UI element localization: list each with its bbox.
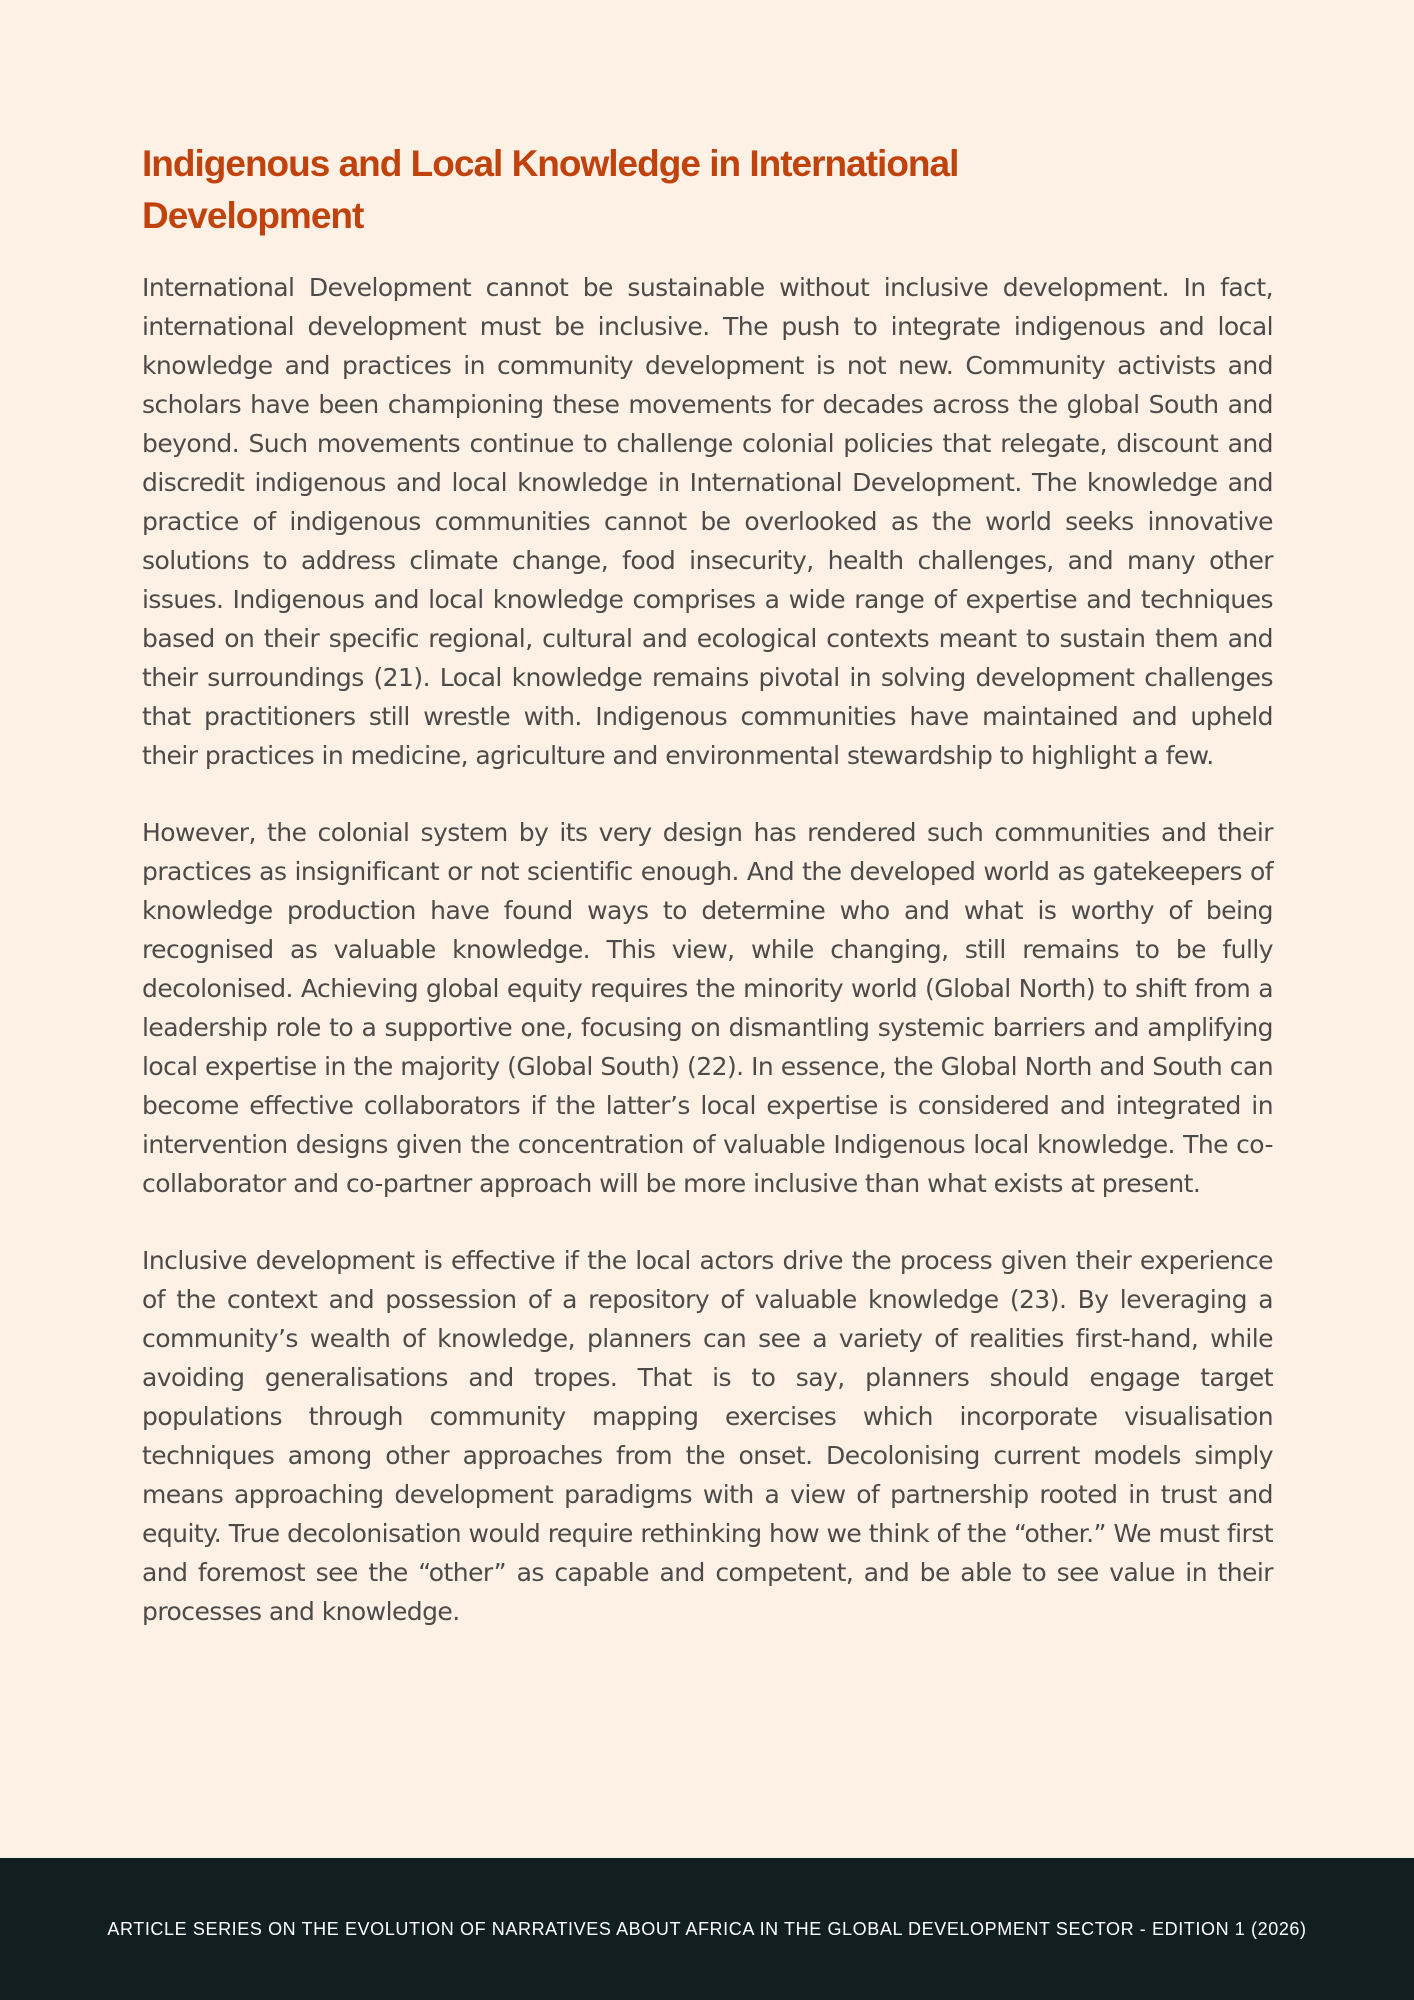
article-title: Indigenous and Local Knowledge in International Development <box>142 143 959 236</box>
footer-bar <box>0 1858 1414 2000</box>
paragraph-1: International Development cannot be sustainable without inclusive development. In fact, international development must be inclusive. The push to integrate indigenous and local knowledge and practices in community development is not new. Community activists and scholars have been championing these movements for decades across the global South and beyond. Such movements continue to challenge colonial policies that relegate, discount and discredit indigenous and local knowledge in International Development. The knowledge and practice of indigenous communities cannot be overlooked as the world seeks innovative solutions to address climate change, food insecurity, health challenges, and many other issues. Indigenous and local knowledge comprises a wide range of expertise and techniques based on their specific regional, cultural and ecological contexts meant to sustain them and their surroundings (21). Local knowledge remains pivotal in solving development challenges that practitioners still wrestle with. Indigenous communities have maintained and upheld their practices in medicine, agriculture and environmental stewardship to highlight a few. <box>142 273 1273 770</box>
article <box>142 138 1273 1669</box>
footer-series-caption: ARTICLE SERIES ON THE EVOLUTION OF NARRATIVES ABOUT AFRICA IN THE GLOBAL DEVELOPMENT SECTOR - EDITION 1 (2026) <box>107 1918 1307 1939</box>
paragraph-3: Inclusive development is effective if the local actors drive the process given their experience of the context and possession of a repository of valuable knowledge (23). By leveraging a community’s wealth of knowledge, planners can see a variety of realities first-hand, while avoiding generalisations and tropes. That is to say, planners should engage target populations through community mapping exercises which incorporate visualisation techniques among other approaches from the onset. Decolonising current models simply means approaching development paradigms with a view of partnership rooted in trust and equity. True decolonisation would require rethinking how we think of the “other.” We must first and foremost see the “other” as capable and competent, and be able to see value in their processes and knowledge. <box>142 1246 1273 1626</box>
paragraph-2: However, the colonial system by its very design has rendered such communities and their practices as insignificant or not scientific enough. And the developed world as gatekeepers of knowledge production have found ways to determine who and what is worthy of being recognised as valuable knowledge. This view, while changing, still remains to be fully decolonised. Achieving global equity requires the minority world (Global North) to shift from a leadership role to a supportive one, focusing on dismantling systemic barriers and amplifying local expertise in the majority (Global South) (22). In essence, the Global North and South can become effective collaborators if the latter’s local expertise is considered and integrated in intervention designs given the concentration of valuable Indigenous local knowledge. The co-collaborator and co-partner approach will be more inclusive than what exists at present. <box>142 818 1273 1198</box>
